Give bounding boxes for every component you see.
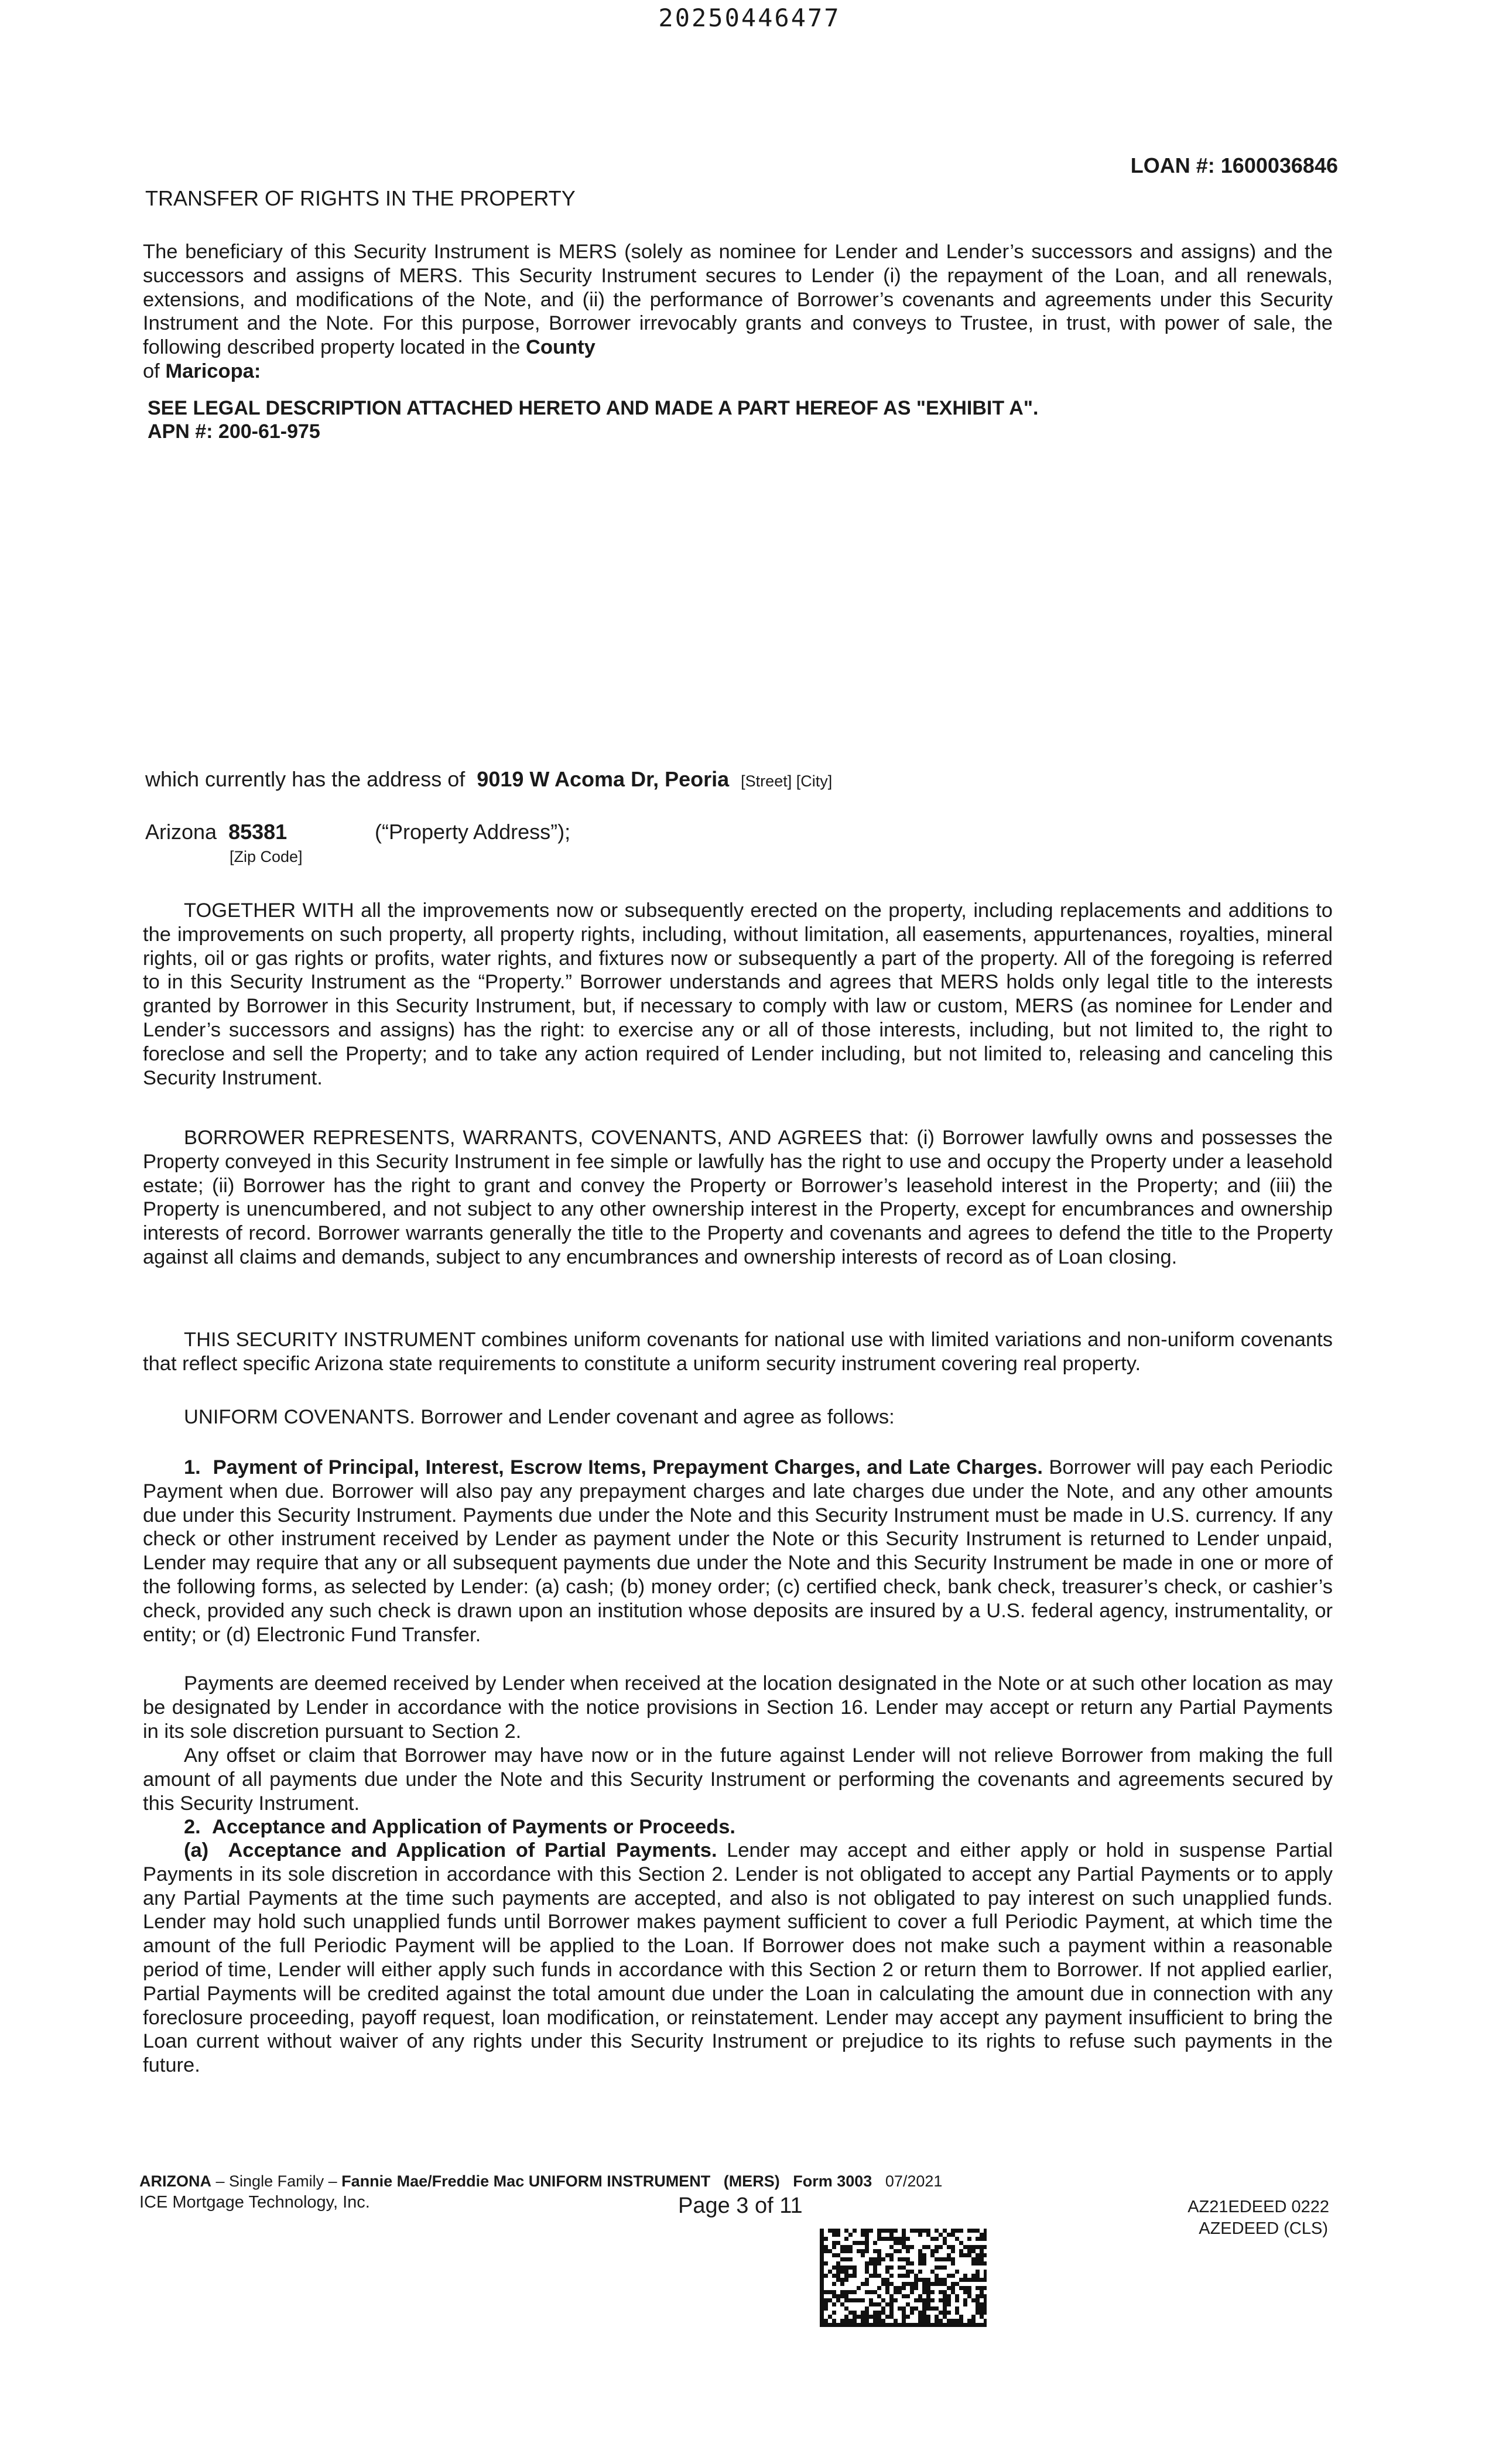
security-instrument-paragraph: THIS SECURITY INSTRUMENT combines uniform covenants for national use with limited variations and non-uniform covenants that reflect specific Arizona state requirements to constitute a uniform security instrument covering real property.: [143, 1329, 1333, 1375]
street-city: 9019 W Acoma Dr, Peoria: [477, 767, 730, 791]
section-2-heading: [143, 1815, 1333, 1839]
apn-value: 200-61-975: [218, 420, 320, 443]
street-city-labels: [Street] [City]: [741, 772, 833, 790]
jurisdiction-type: County: [525, 336, 596, 359]
state-zip-line: [145, 820, 287, 844]
zip-code-label: [Zip Code]: [230, 848, 303, 865]
address-line: [145, 767, 832, 792]
jurisdiction-name: Maricopa:: [165, 360, 261, 382]
apn-label: APN #:: [148, 420, 213, 443]
uniform-covenants-paragraph: UNIFORM COVENANTS. Borrower and Lender covenant and agree as follows:: [184, 1406, 895, 1428]
borrower-paragraph: BORROWER REPRESENTS, WARRANTS, COVENANTS, AND AGREES that: (i) Borrower lawfully owns and possesses the Property conveyed in this Security Instrument in fee simple or lawfully has the right to use and occupy the Property under a leasehold estate; (ii) Borrower has the right to grant and convey the Property or Borrower’s leasehold interest in the Property; and (iii) the Property is unencumbered, and not subject to any other ownership interest in the Property, except for encumbrances and ownership interests of record. Borrower warrants generally the title to the Property and covenants and agrees to defend the title to the Property against all claims and demands, subject to any encumbrances and ownership interests of record as of Loan closing.: [143, 1127, 1333, 1268]
section-1-paragraph: [143, 1456, 1333, 1647]
page-number: Page 3 of 11: [678, 2193, 803, 2218]
form-code: AZ21EDEED 0222: [1187, 2198, 1329, 2216]
transfer-paragraph: [143, 240, 1333, 384]
footer-date: 07/2021: [885, 2172, 943, 2190]
footer-form: Form 3003: [793, 2172, 872, 2190]
legal-description: SEE LEGAL DESCRIPTION ATTACHED HERETO AND MADE A PART HEREOF AS "EXHIBIT A".: [148, 397, 1039, 419]
zip-code: 85381: [228, 820, 288, 844]
section-title: TRANSFER OF RIGHTS IN THE PROPERTY: [145, 186, 576, 210]
footer-form-line: [139, 2172, 942, 2191]
state: Arizona: [145, 820, 217, 844]
document-number: 20250446477: [658, 4, 841, 32]
property-address-label: (“Property Address”);: [375, 820, 571, 844]
footer-company: ICE Mortgage Technology, Inc.: [139, 2193, 370, 2212]
section-2-number: 2.: [184, 1816, 201, 1838]
section-1-payments-paragraph: Payments are deemed received by Lender when received at the location designated in the Note or at such other location as may be designated by Lender in accordance with the notice provisions in Section 16. Lender may accept or return any Partial Payments in its sole discretion pursuant to Section 2.: [143, 1672, 1333, 1743]
section-2a-text: Lender may accept and either apply or hold in suspense Partial Payments in its sole discretion in accordance with this Section 2. Lender is not obligated to accept any Partial Payments or to apply any Partial Payments at the time such payments are accepted, and also is not obligated to pay interest on such unapplied funds. Lender may hold such unapplied funds until Borrower makes payment sufficient to cover a full Periodic Payment, at which time the amount of the full Periodic Payment will be applied to the Loan. If Borrower does not make such a payment within a reasonable period of time, Lender will either apply such funds in accordance with this Section 2 or return them to Borrower. If not applied earlier, Partial Payments will be credited against the total amount due under the Loan in calculating the amount due in connection with any foreclosure proceeding, payoff request, loan modification, or reinstatement. Lender may accept any payment insufficient to bring the Loan current without waiver of any rights under this Security Instrument or prejudice to its rights to refuse such payments in the future.: [143, 1839, 1333, 2077]
section-1-text: Borrower will pay each Periodic Payment when due. Borrower will also pay any prepayment charges and late charges due under the Note, and any other amounts due under this Security Instrument. Payments due under the Note and this Security Instrument must be made in U.S. currency. If any check or other instrument received by Lender as payment under the Note or this Security Instrument is returned to Lender unpaid, Lender may require that any or all subsequent payments due under the Note and this Security Instrument be made in one or more of the following forms, as selected by Lender: (a) cash; (b) money order; (c) certified check, bank check, treasurer’s check, or cashier’s check, provided any such check is drawn upon an institution whose deposits are insured by a U.S. federal agency, instrumentality, or entity; or (d) Electronic Fund Transfer.: [143, 1456, 1333, 1646]
transfer-text: The beneficiary of this Security Instrument is MERS (solely as nominee for Lender and Lender’s successors and assigns) and the successors and assigns of MERS. This Security Instrument secures to Lender (i) the repayment of the Loan, and all renewals, extensions, and modifications of the Note, and (ii) the performance of Borrower’s covenants and agreements under this Security Instrument and the Note. For this purpose, Borrower irrevocably grants and conveys to Trustee, in trust, with power of sale, the following described property located in the: [143, 241, 1333, 359]
footer-state: ARIZONA: [139, 2172, 211, 2190]
footer-mers: (MERS): [723, 2172, 780, 2190]
together-paragraph: TOGETHER WITH all the improvements now or subsequently erected on the property, including replacements and additions to the improvements on such property, all property rights, including, without limitation, all easements, appurtenances, royalties, mineral rights, oil or gas rights or profits, water rights, and fixtures now or subsequently a part of the property. All of the foregoing is referred to in this Security Instrument as the “Property.” Borrower understands and agrees that MERS holds only legal title to the interests granted by Borrower in this Security Instrument, but, if necessary to comply with law or custom, MERS (as nominee for Lender and Lender’s successors and assigns) has the right: to exercise any or all of those interests, including, but not limited to, the right to foreclose and sell the Property; and to take any action required of Lender including, but not limited to, releasing and canceling this Security Instrument.: [143, 899, 1333, 1089]
section-2a-title: Acceptance and Application of Partial Payments.: [228, 1839, 717, 1861]
of-label: of: [143, 360, 160, 382]
2d-barcode-icon: [820, 2229, 987, 2327]
loan-number-line: [1131, 153, 1338, 178]
footer-instrument: Fannie Mae/Freddie Mac UNIFORM INSTRUMENT: [341, 2172, 711, 2190]
section-2a-paragraph: [143, 1839, 1333, 2078]
loan-number: 1600036846: [1220, 153, 1338, 177]
section-1-title: Payment of Principal, Interest, Escrow Items, Prepayment Charges, and Late Charges.: [213, 1456, 1043, 1479]
form-code-secondary: AZEDEED (CLS): [1199, 2219, 1328, 2238]
apn-line: [148, 420, 320, 443]
loan-label: LOAN #:: [1130, 153, 1215, 177]
section-1-offset-paragraph: Any offset or claim that Borrower may have now or in the future against Lender will not relieve Borrower from making the full amount of all payments due under the Note and this Security Instrument or performing the covenants and agreements secured by this Security Instrument.: [143, 1744, 1333, 1815]
section-1-number: 1.: [184, 1456, 201, 1479]
footer-family: – Single Family –: [215, 2172, 337, 2190]
address-intro: which currently has the address of: [145, 767, 466, 791]
section-2-title: Acceptance and Application of Payments or Proceeds.: [211, 1816, 736, 1838]
section-2a-number: (a): [184, 1839, 209, 1861]
